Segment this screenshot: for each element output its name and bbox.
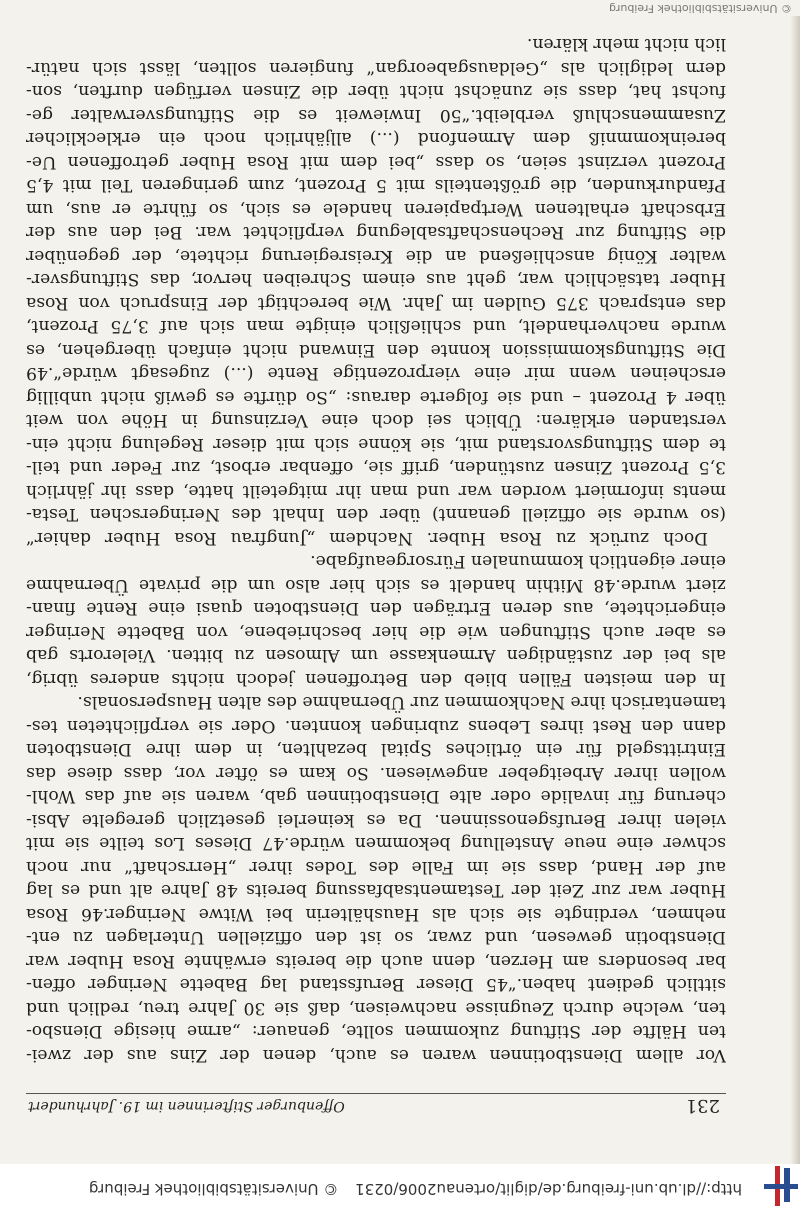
text-line: bar besonders am Herzen, denn auch die bereits erwähnte Rosa Huber war	[26, 951, 726, 971]
text-line: vielen ihrer Berufsgenossinnen. Da es keinerlei gesetzlich geregelte Absi-	[26, 810, 726, 830]
text-line: über 4 Prozent – und sie folgerte daraus: „So dürfte es gewiß nicht unbillig	[26, 387, 726, 407]
text-line: wollen ihrer Arbeitgeber angewiesen. So kam es öfter vor, dass diese das	[26, 763, 726, 783]
running-head	[26, 1093, 726, 1116]
text-line: als bei der zuständigen Armenkasse um Almosen zu bitten. Vielerorts gab	[26, 645, 726, 666]
body-text	[26, 32, 726, 1066]
text-line: schwer eine neue Anstellung bekommen würde.47 Dieses Los teilte sie mit	[26, 833, 726, 854]
text-line: cherung für invalide oder alte Dienstbotinnen gab, waren sie auf das Wohl-	[26, 786, 726, 807]
text-line: es aber auch Stiftungen wie die hier beschriebene, von Babette Neringer	[26, 622, 726, 642]
text-line: nehmen, verdingte sie sich als Haushälterin bei Witwe Neringer.46 Rosa	[26, 904, 726, 924]
text-line: ziert wurde.48 Mithin handelt es sich hier also um die private Übernahme	[26, 575, 726, 595]
text-line: die Stiftung zur Rechenschaftsablegung verpflichtet war. Bei den aus der	[26, 222, 726, 243]
running-head-title: Offenburger Stifterinnen im 19. Jahrhundert	[28, 1098, 345, 1114]
text-line: Prozent verzinst seien, so dass „bei dem mit Rosa Huber getroffenen Ue-	[26, 152, 726, 172]
text-line: Huber tatsächlich war, geht aus einem Schreiben hervor, das Stiftungsver-	[26, 269, 726, 290]
book-page	[0, 16, 800, 1164]
text-line: Zusammenschluß verbleibt.“50 Inwieweit es die Stiftungsverwalter ge-	[26, 105, 726, 125]
text-line: erscheinen wenn mir eine vierprozentige Rente (...) zugesagt würde“.49	[26, 363, 726, 384]
text-line: auf der Hand, dass sie im Falle des Todes ihrer „Herrschaft“ nur noch	[26, 857, 726, 877]
text-line: einer eigentlich kommunalen Fürsorgeaufgabe.	[310, 551, 726, 572]
text-line: Vor allem Dienstbotinnen waren es auch, denen der Zins aus der zwei-	[26, 1045, 726, 1065]
footer-copyright: © Universitätsbibliothek Freiburg	[609, 2, 792, 15]
text-line: Pfandurkunden, die größtenteils mit 5 Prozent, zum geringeren Teil mit 4,5	[26, 175, 726, 196]
page-edge-shadow	[790, 16, 800, 1164]
viewer-footer	[0, 0, 800, 16]
text-line: verstanden erklären: Üblich sei doch eine Verzinsung in Höhe von weit	[26, 410, 726, 431]
text-line: Eintrittsgeld für ein örtliches Spital bezahlten, in dem ihre Dienstboten	[26, 739, 726, 760]
text-line: Erbschaft erhaltenen Wertpapieren handele es sich, so führte er aus, um	[26, 199, 726, 219]
text-line: wurde nachverhandelt, und schließlich einigte man sich auf 3,75 Prozent,	[26, 316, 726, 337]
text-line: walter König anschließend an die Kreisregierung richtete, der gegenüber	[26, 246, 726, 266]
copyright-label: © Universitätsbibliothek Freiburg	[88, 1180, 339, 1198]
text-line: 3,5 Prozent Zinsen zustünden, griff sie, offenbar erbost, zur Feder und teil-	[26, 457, 726, 478]
viewer-toolbar	[0, 1163, 800, 1212]
text-line: bereinkommniß dem Armenfond (...) alljährlich noch ein erklecklicher	[26, 128, 726, 149]
text-line: eingerichtete, aus deren Erträgen den Dienstboten quasi eine Rente finan-	[26, 598, 726, 619]
text-line: (so wurde sie offiziell genannt) über den Inhalt des Neringerschen Testa-	[26, 504, 726, 525]
text-line: lich nicht mehr klären.	[526, 34, 726, 55]
text-line: Dienstbotin gewesen, und zwar, so ist den offiziellen Unterlagen zu ent-	[26, 927, 726, 948]
text-line: Die Stiftungskommission konnte den Einwand nicht einfach übergehen, es	[26, 340, 726, 360]
text-line: das entsprach 375 Gulden im Jahr. Wie berechtigt der Einspruch von Rosa	[26, 293, 726, 313]
page-url-link[interactable]: http://dl.ub.uni-freiburg.de/diglit/ortenau2006/0231	[355, 1180, 742, 1198]
text-line: te dem Stiftungsvorstand mit, sie könne sich mit dieser Regelung nicht ein-	[26, 434, 726, 454]
text-line: In den meisten Fällen blieb den Betroffenen jedoch nichts anderes übrig,	[26, 669, 726, 689]
library-logo-icon	[754, 1166, 798, 1206]
text-line: sittlich gedient haben.“45 Dieser Berufsstand lag Babette Neringer offen-	[26, 974, 726, 995]
text-line: tamentarisch ihre Nachkommen zur Übernahme des alten Hauspersonals.	[77, 692, 726, 713]
text-line: ments informiert worden war und man ihr mitgeteilt hatte, dass ihr jährlich	[26, 481, 726, 501]
text-line: Huber war zur Zeit der Testamentsabfassung bereits 48 Jahre alt und es lag	[26, 880, 726, 901]
text-line: ten, welche durch Zeugnisse nachweisen, daß sie 30 Jahre treu, redlich und	[26, 998, 726, 1018]
text-line: dern lediglich als „Geldausgabeorgan“ fungieren sollten, lässt sich natür-	[26, 58, 726, 78]
text-line: ten Hälfte der Stiftung zukommen sollte, genauer: „arme hiesige Diensbo-	[26, 1021, 726, 1042]
toolbar-info	[89, 1180, 742, 1198]
page-number: 231	[685, 1095, 720, 1116]
text-line: dann den Rest ihres Lebens zubringen konnten. Oder sie verpflichteten tes-	[26, 716, 726, 736]
text-line: fuchst hat, dass sie zunächst nicht über die Zinsen verfügen durften, son-	[26, 81, 726, 102]
text-line: Doch zurück zu Rosa Huber. Nachdem „Jungfrau Rosa Huber dahier“	[26, 528, 708, 548]
